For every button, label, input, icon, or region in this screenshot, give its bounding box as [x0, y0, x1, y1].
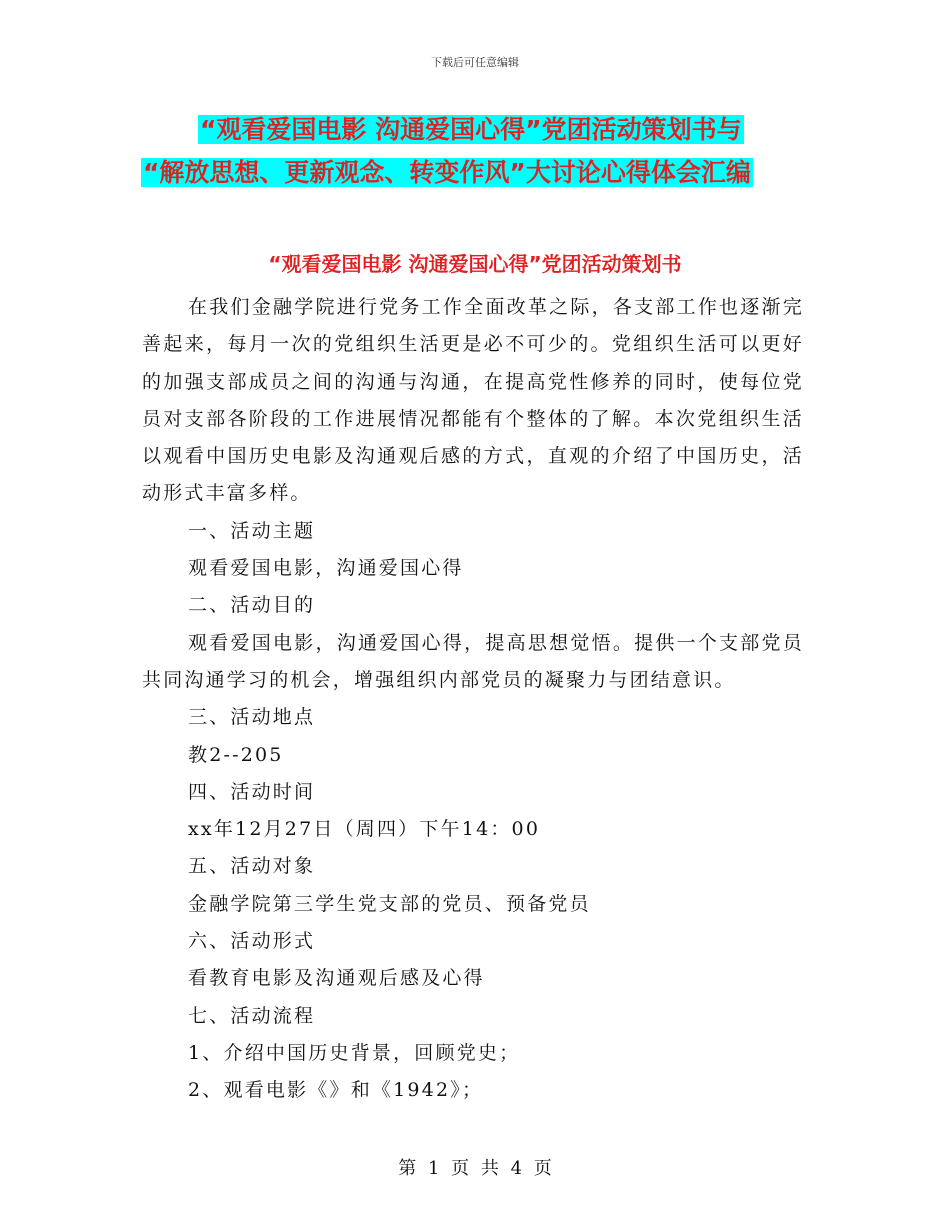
- intro-paragraph: 在我们金融学院进行党务工作全面改革之际，各支部工作也逐渐完善起来，每月一次的党组织生活更是必不可少的。党组织生活可以更好的加强支部成员之间的沟通与沟通，在提高党性修养的同时，使每位党员对支部各阶段的工作进展情况都能有个整体的了解。本次党组织生活以观看中国历史电影及沟通观后感的方式，直观的介绍了中国历史，活动形式丰富多样。: [142, 296, 804, 505]
- document-body: [142, 289, 804, 1110]
- time-heading: 四、活动时间: [188, 780, 316, 803]
- process-step-1: 1、介绍中国历史背景，回顾党史；: [188, 1041, 521, 1064]
- location-text: 教2--205: [188, 743, 284, 766]
- theme-heading: 一、活动主题: [188, 519, 316, 542]
- theme-text: 观看爱国电影，沟通爱国心得: [188, 557, 464, 580]
- page-footer: 第 1 页 共 4 页: [398, 1158, 552, 1179]
- purpose-text: 观看爱国电影，沟通爱国心得，提高思想觉悟。提供一个支部党员共同沟通学习的机会，增强组织内部党员的凝聚力与团结意识。: [142, 631, 804, 691]
- time-text: xx年12月27日（周四）下午14：00: [188, 818, 541, 841]
- process-heading: 七、活动流程: [188, 1004, 316, 1027]
- form-heading: 六、活动形式: [188, 930, 316, 953]
- title-highlight-1: “观看爱国电影 沟通爱国心得”党团活动策划书与: [200, 115, 742, 144]
- section-title: “观看爱国电影 沟通爱国心得”党团活动策划书: [268, 252, 682, 276]
- title-highlight-2: “解放思想、更新观念、转变作风”大讨论心得体会汇编: [143, 158, 751, 187]
- process-step-2: 2、观看电影《》和《1942》；: [188, 1079, 484, 1102]
- purpose-heading: 二、活动目的: [188, 594, 316, 617]
- target-text: 金融学院第三学生党支部的党员、预备党员: [188, 892, 591, 915]
- form-text: 看教育电影及沟通观后感及心得: [188, 967, 485, 990]
- page-header: 下载后可任意编辑: [431, 56, 519, 69]
- document-title-line-2: [0, 155, 950, 191]
- location-heading: 三、活动地点: [188, 706, 316, 729]
- document-title-line-1: [0, 112, 950, 148]
- target-heading: 五、活动对象: [188, 855, 316, 878]
